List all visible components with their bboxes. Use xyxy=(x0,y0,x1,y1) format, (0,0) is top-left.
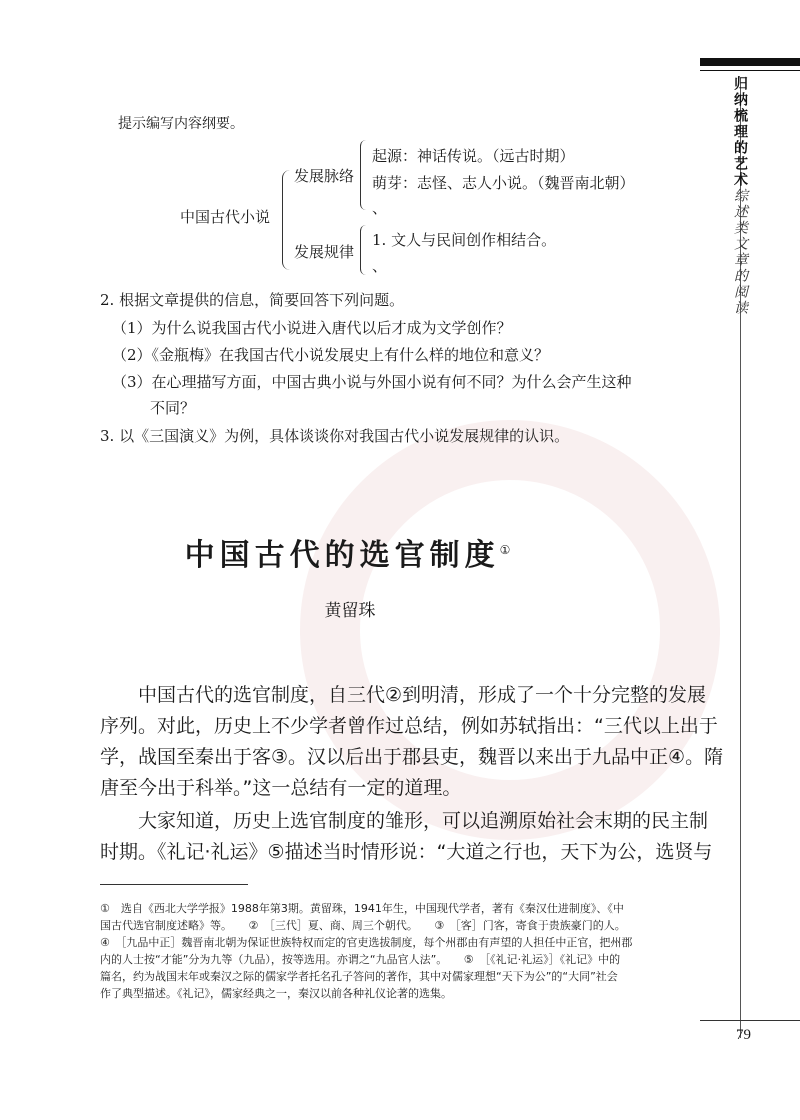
article-title xyxy=(0,530,700,574)
title-footnote-mark: ① xyxy=(499,543,516,557)
outline-branch1-more: 、 xyxy=(372,199,388,217)
outline-brace-branch2 xyxy=(360,225,368,275)
outline-brace xyxy=(282,170,292,270)
side-tab xyxy=(700,58,800,1058)
question-2-3-cont: 不同？ xyxy=(150,399,196,417)
article-author: 黄留珠 xyxy=(324,601,376,621)
outline-branch1-item1: 起源：神话传说。（远古时期） xyxy=(372,147,575,165)
footnote-line: 国古代选官制度述略》等。 ② ［三代］夏、商、周三个朝代。 ③ ［客］门客，寄食于贵族豪门的人。 xyxy=(100,919,626,932)
side-tab-bar xyxy=(700,58,800,66)
paragraph-1-line-4: 唐至今出于科举。”这一总结有一定的道理。 xyxy=(100,777,462,799)
outline-root: 中国古代小说 xyxy=(180,208,271,226)
outline-branch2-more: 、 xyxy=(372,257,388,275)
article-title-text: 中国古代的选官制度 xyxy=(184,538,500,573)
footnote-line: 篇名，约为战国末年或秦汉之际的儒家学者托名孔子答问的著作，其中对儒家理想“天下为公”的“大同”社会 xyxy=(100,970,618,983)
footnote-line: 内的人士按“才能”分为九等（九品），按等选用。亦谓之“九品官人法”。 ⑤ ［《礼记·礼运》］《礼记》中的 xyxy=(100,953,621,966)
question-2-1: （1）为什么说我国古代小说进入唐代以后才成为文学创作？ xyxy=(112,319,512,337)
footnote-rule xyxy=(100,884,248,885)
page-number-rule xyxy=(700,1020,800,1021)
side-tab-rule xyxy=(700,70,800,71)
page-number: 79 xyxy=(736,1027,751,1043)
subsection-title: 综述类文章的阅读 xyxy=(732,188,748,316)
outline-branch2-item1: 1. 文人与民间创作相结合。 xyxy=(372,231,557,249)
paragraph-1-line-1: 中国古代的选官制度，自三代②到明清，形成了一个十分完整的发展 xyxy=(138,684,707,706)
footnote-line: 作了典型描述。《礼记》，儒家经典之一，秦汉以前各种礼仪论著的选集。 xyxy=(100,987,452,1000)
question-2: 2. 根据文章提供的信息，简要回答下列问题。 xyxy=(100,291,405,309)
footnote-line: ① 选自《西北大学学报》1988年第3期。黄留珠，1941年生，中国现代学者，著有《秦汉仕进制度》、《中 xyxy=(100,902,624,915)
question-3: 3. 以《三国演义》为例，具体谈谈你对我国古代小说发展规律的认识。 xyxy=(100,427,570,445)
outline-branch1-item2: 萌芽：志怪、志人小说。（魏晋南北朝） xyxy=(372,174,635,192)
outline-branch2: 发展规律 xyxy=(294,243,355,261)
outline-brace-branch1 xyxy=(360,140,368,210)
footnote-line: ④ ［九品中正］魏晋南北朝为保证世族特权而定的官吏选拔制度，每个州郡由有声望的人担任中正官，把州郡 xyxy=(100,936,633,949)
paragraph-2-line-2: 时期。《礼记·礼运》⑤描述当时情形说：“大道之行也，天下为公，选贤与 xyxy=(100,841,713,863)
paragraph-1-line-2: 序列。对此，历史上不少学者曾作过总结，例如苏轼指出：“三代以上出于 xyxy=(100,715,718,737)
question-2-2: （2）《金瓶梅》在我国古代小说发展史上有什么样的地位和意义？ xyxy=(112,346,550,364)
paragraph-2-line-1: 大家知道，历史上选官制度的雏形，可以追溯原始社会末期的民主制 xyxy=(138,810,709,832)
exercise-intro: 提示编写内容纲要。 xyxy=(118,116,244,132)
footnotes xyxy=(100,900,700,1002)
section-title: 归纳梳理的艺术 xyxy=(732,76,748,188)
question-2-3: （3）在心理描写方面，中国古典小说与外国小说有何不同？为什么会产生这种 xyxy=(112,373,632,391)
outline-branch1: 发展脉络 xyxy=(294,167,355,185)
paragraph-1-line-3: 学，战国至秦出于客③。汉以后出于郡县吏，魏晋以来出于九品中正④。隋 xyxy=(100,746,724,768)
